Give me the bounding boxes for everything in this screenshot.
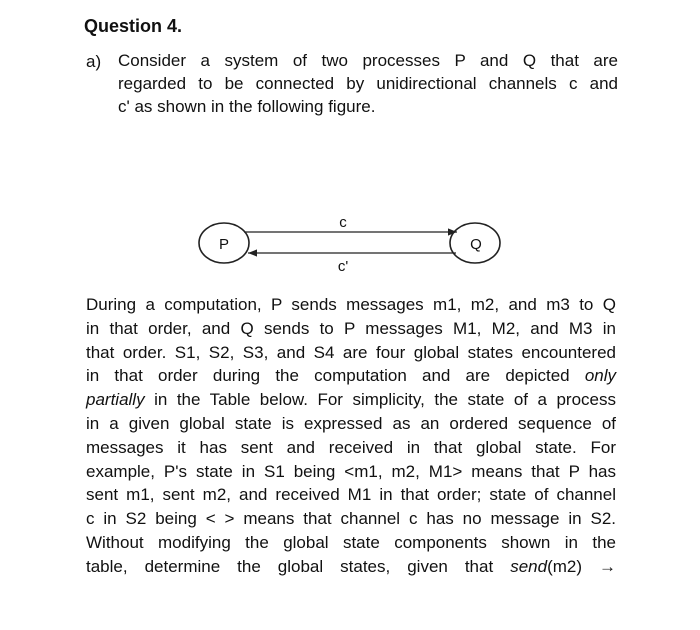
part-a-line: regarded to be connected by unidirectional channels c and <box>118 74 618 93</box>
part-label: a) <box>86 52 102 71</box>
channel-c-prime-label: c' <box>337 258 349 275</box>
emphasis-send: send <box>510 556 548 576</box>
paragraph-line: example, P's state in S1 being <m1, m2, M1> means that P has <box>86 461 616 481</box>
emphasis-only: only <box>584 366 616 386</box>
channel-c-label: c <box>339 214 347 231</box>
paragraph-line <box>86 388 616 412</box>
emphasis-partially: partially <box>86 390 145 410</box>
process-p-label: P <box>218 236 230 253</box>
paragraph-line: During a computation, P sends messages m1, m2, and m3 to Q <box>86 295 616 314</box>
paragraph-line <box>86 364 616 388</box>
part-a-line: c' as shown in the following figure. <box>118 97 376 116</box>
paragraph-line: in that order, and Q sends to P messages M1, M2, and M3 in <box>86 318 616 338</box>
problem-paragraph <box>86 293 616 579</box>
paragraph-line: messages it has sent and received in that global state. For <box>86 437 616 457</box>
paragraph-text: in the Table below. For simplicity, the state of a process <box>144 390 616 410</box>
question-title: Question 4. <box>84 16 183 36</box>
paragraph-line: in a given global state is expressed as an ordered sequence of <box>86 413 616 433</box>
process-q-label: Q <box>470 236 482 253</box>
part-a-line: Consider a system of two processes P and Q that are <box>118 51 618 70</box>
paragraph-text: table, determine the global states, given that <box>86 556 511 576</box>
paragraph-text: (m2) → <box>547 556 616 576</box>
paragraph-line <box>86 555 616 579</box>
paragraph-text: in that order during the computation and are depicted <box>86 366 585 386</box>
paragraph-line: that order. S1, S2, S3, and S4 are four global states encountered <box>86 342 616 362</box>
paragraph-line: c in S2 being < > means that channel c has no message in S2. <box>86 509 616 529</box>
paragraph-line: Without modifying the global state components shown in the <box>86 532 616 552</box>
paragraph-line: sent m1, sent m2, and received M1 in that order; state of channel <box>86 485 616 505</box>
